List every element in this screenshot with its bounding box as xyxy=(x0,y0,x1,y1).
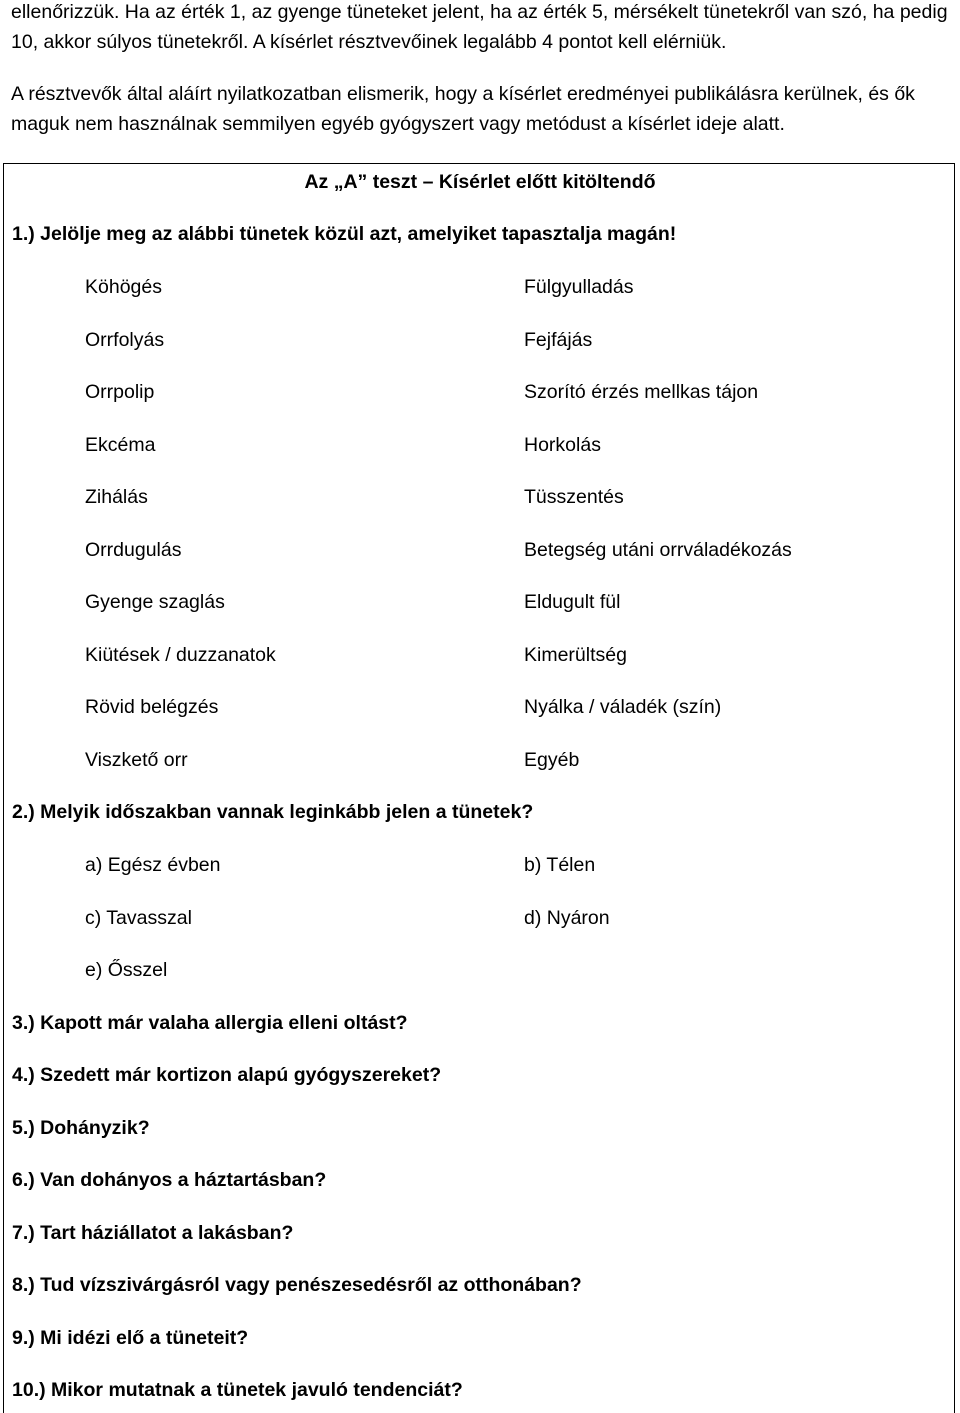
question-8: 8.) Tud vízszivárgásról vagy penészesedésről az otthonában? xyxy=(12,1274,582,1296)
symptom-item[interactable]: Viszkető orr xyxy=(85,749,188,771)
symptom-item[interactable]: Nyálka / váladék (szín) xyxy=(524,696,722,718)
symptom-item[interactable]: Zihálás xyxy=(85,486,148,508)
season-option[interactable]: a) Egész évben xyxy=(85,854,221,876)
question-1: 1.) Jelölje meg az alábbi tünetek közül azt, amelyiket tapasztalja magán! xyxy=(12,223,677,245)
symptom-item[interactable]: Kiütések / duzzanatok xyxy=(85,644,276,666)
symptom-item[interactable]: Orrfolyás xyxy=(85,329,165,351)
symptom-item[interactable]: Köhögés xyxy=(85,276,162,298)
symptom-item[interactable]: Orrdugulás xyxy=(85,539,182,561)
symptom-item[interactable]: Gyenge szaglás xyxy=(85,591,225,613)
season-option[interactable]: d) Nyáron xyxy=(524,907,610,929)
season-option[interactable]: c) Tavasszal xyxy=(85,907,192,929)
symptom-item[interactable]: Tüsszentés xyxy=(524,486,624,508)
question-4: 4.) Szedett már kortizon alapú gyógyszereket? xyxy=(12,1064,442,1086)
question-10: 10.) Mikor mutatnak a tünetek javuló tendenciát? xyxy=(12,1379,463,1401)
question-6: 6.) Van dohányos a háztartásban? xyxy=(12,1169,327,1191)
symptom-item[interactable]: Fejfájás xyxy=(524,329,593,351)
symptom-item[interactable]: Betegség utáni orrváladékozás xyxy=(524,539,792,561)
question-2: 2.) Melyik időszakban vannak leginkább jelen a tünetek? xyxy=(12,801,534,823)
symptom-item[interactable]: Eldugult fül xyxy=(524,591,621,613)
question-3: 3.) Kapott már valaha allergia elleni oltást? xyxy=(12,1012,408,1034)
symptom-item[interactable]: Egyéb xyxy=(524,749,580,771)
season-option[interactable]: e) Ősszel xyxy=(85,959,168,981)
question-9: 9.) Mi idézi elő a tüneteit? xyxy=(12,1327,249,1349)
questionnaire-box xyxy=(3,163,955,1413)
symptom-item[interactable]: Szorító érzés mellkas tájon xyxy=(524,381,759,403)
intro-paragraph-1: ellenőrizzük. Ha az érték 1, az gyenge tüneteket jelent, ha az érték 5, mérsékelt tünetekről van szó, ha pedig 10, akkor súlyos tünetekről. A kísérlet résztvevőinek legalább 4 pontot kell elérniük. xyxy=(11,1,948,53)
symptom-item[interactable]: Fülgyulladás xyxy=(524,276,634,298)
symptom-item[interactable]: Kimerültség xyxy=(524,644,627,666)
intro-paragraph-2: A résztvevők által aláírt nyilatkozatban elismerik, hogy a kísérlet eredményei publikálásra kerülnek, és ők maguk nem használnak semmilyen egyéb gyógyszert vagy metódust a kísérlet ideje alatt. xyxy=(11,83,915,135)
symptom-item[interactable]: Orrpolip xyxy=(85,381,155,403)
symptom-item[interactable]: Rövid belégzés xyxy=(85,696,219,718)
symptom-item[interactable]: Horkolás xyxy=(524,434,601,456)
question-5: 5.) Dohányzik? xyxy=(12,1117,150,1139)
form-title: Az „A” teszt – Kísérlet előtt kitöltendő xyxy=(304,171,656,193)
question-7: 7.) Tart háziállatot a lakásban? xyxy=(12,1222,294,1244)
symptom-item[interactable]: Ekcéma xyxy=(85,434,156,456)
season-option[interactable]: b) Télen xyxy=(524,854,596,876)
